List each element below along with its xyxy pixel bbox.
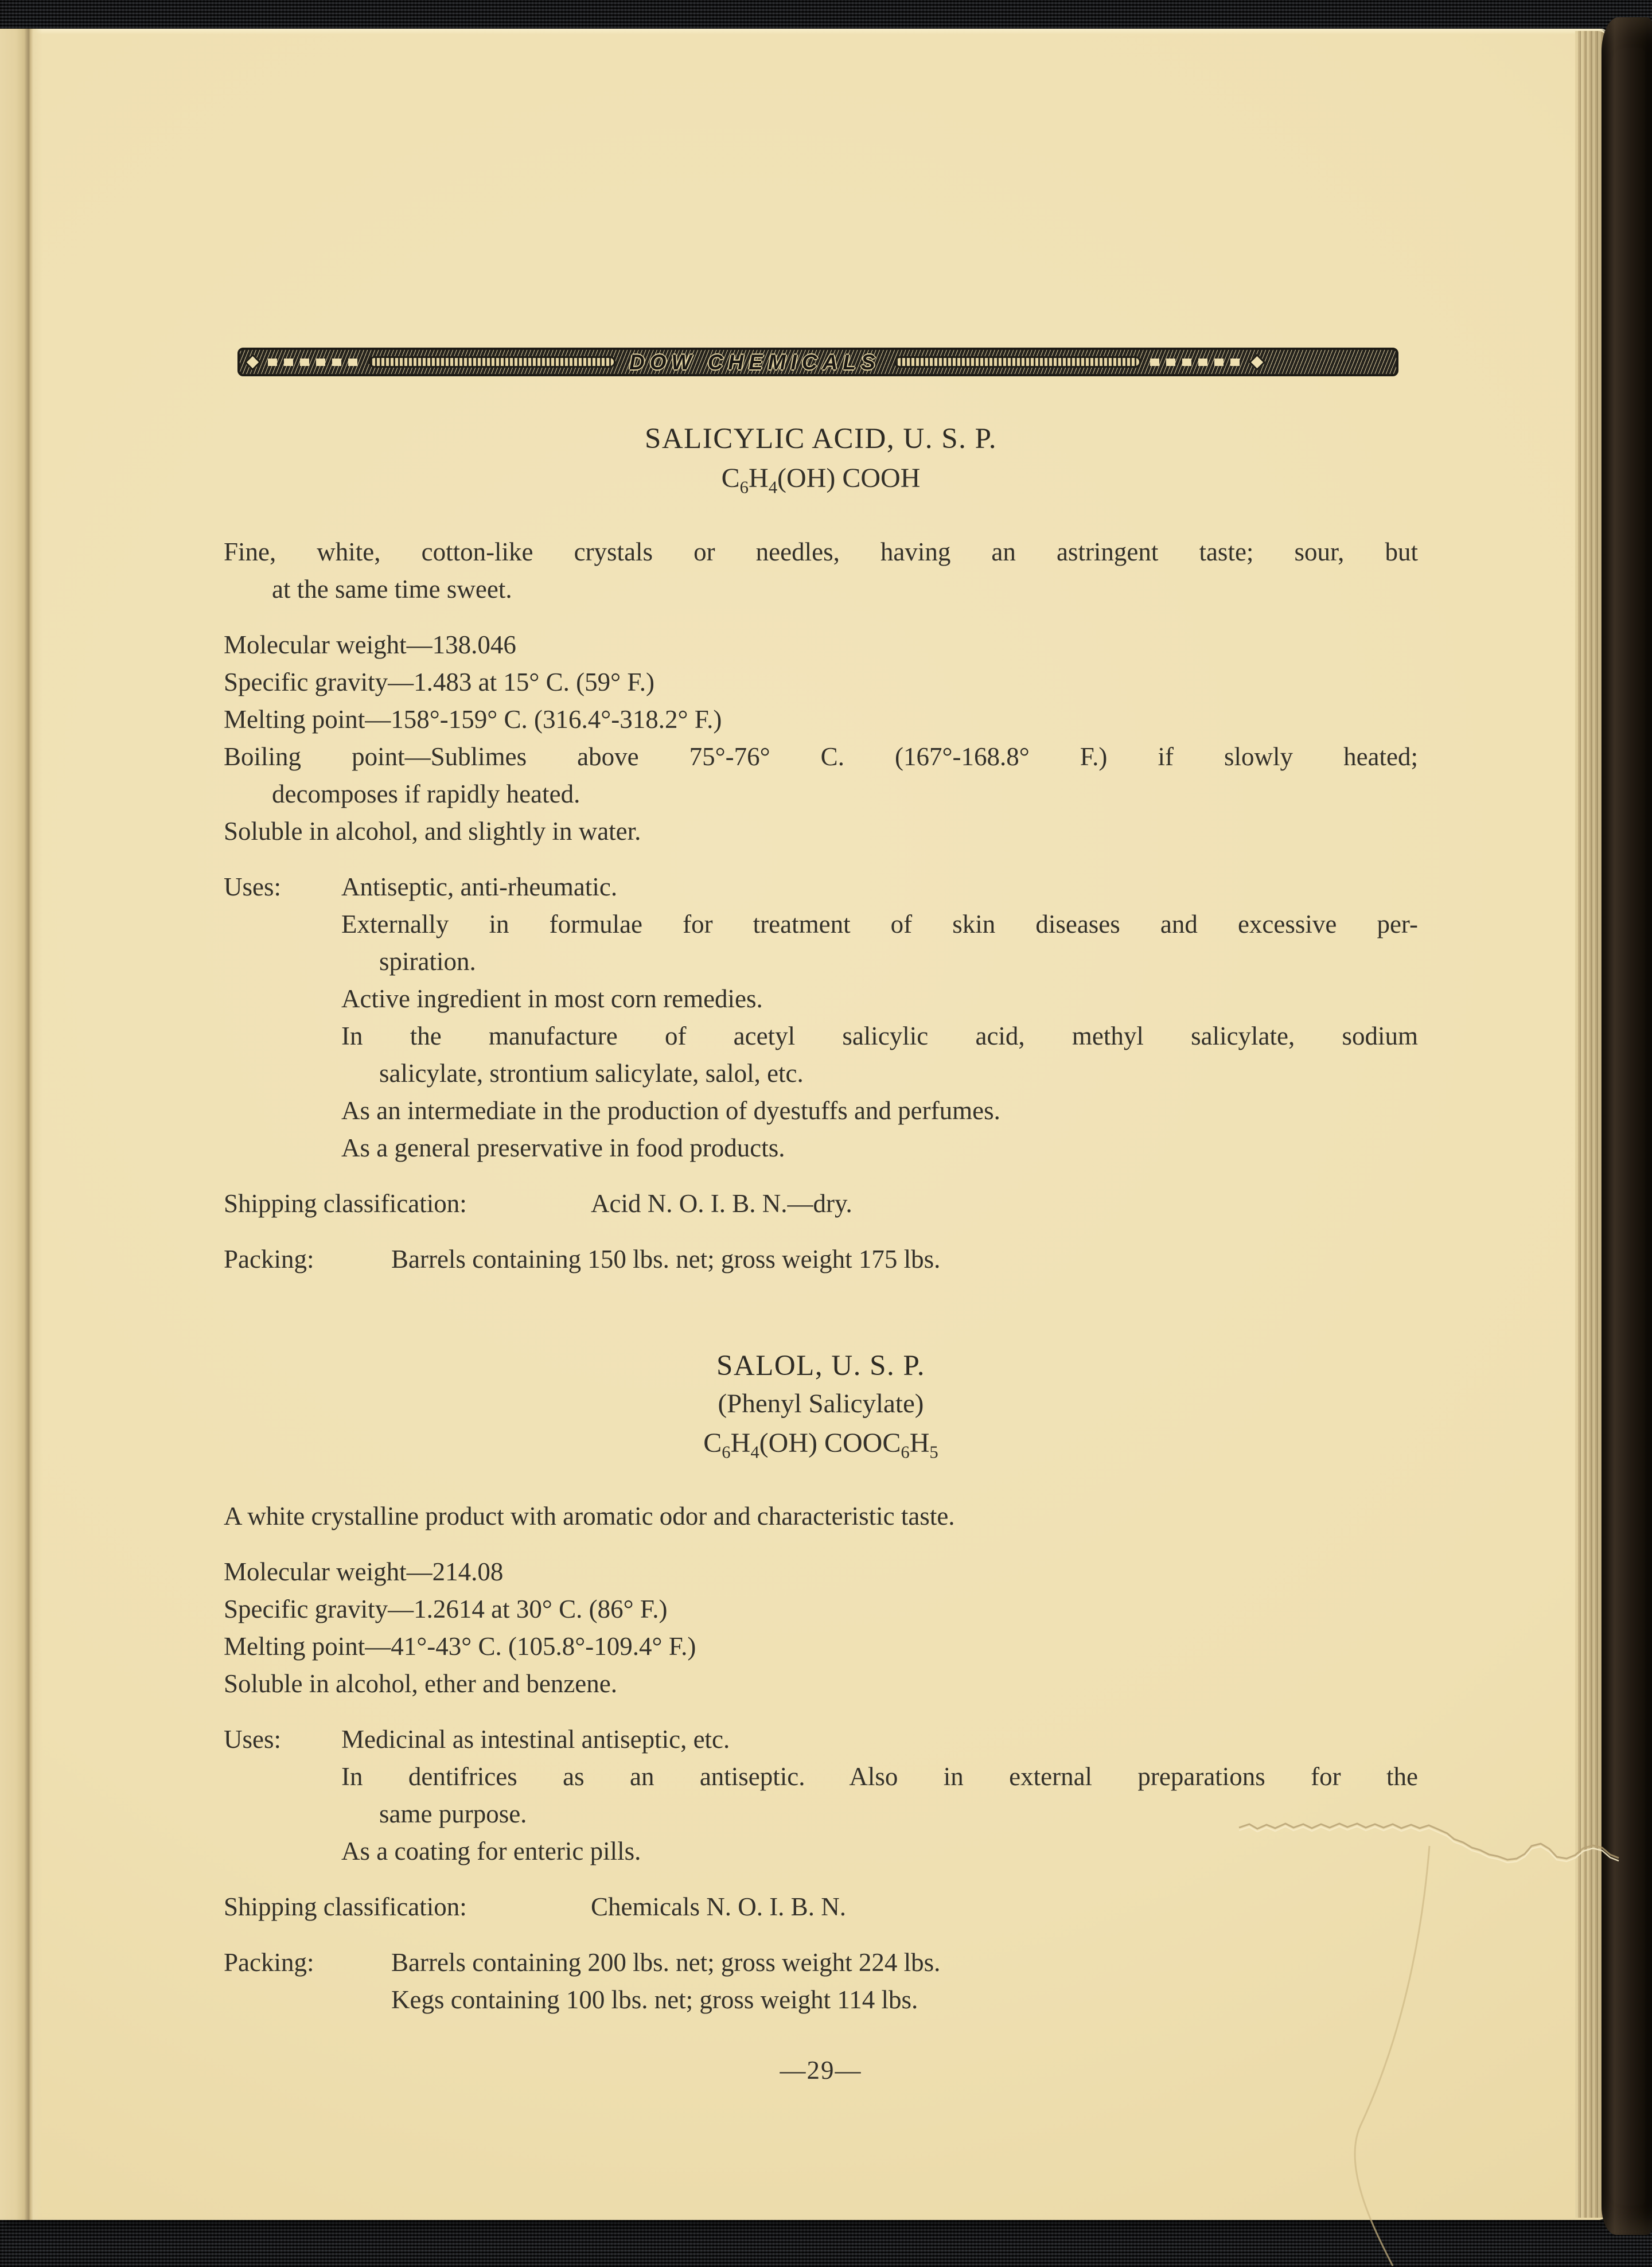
text-line: Active ingredient in most corn remedies. xyxy=(341,984,763,1013)
uses-lines xyxy=(341,868,1418,1167)
text-line: As a general preservative in food products. xyxy=(341,1133,785,1162)
text-line: A white crystalline product with aromatic odor and characteristic taste. xyxy=(224,1502,955,1531)
entry-heading xyxy=(224,1347,1418,1473)
dow-chemicals-banner xyxy=(237,348,1398,376)
text-line: Barrels containing 150 lbs. net; gross weight 175 lbs. xyxy=(391,1244,941,1273)
page-content xyxy=(224,348,1418,2089)
book-binding-leather-edge xyxy=(1602,17,1652,2235)
text-line: Boiling point—Sublimes above 75°-76° C. (167°-168.8° F.) if slowly heated; xyxy=(224,742,1418,771)
banner-diamond-left-icon xyxy=(244,353,262,371)
packing-lines xyxy=(391,1241,1418,1278)
text-line: decomposes if rapidly heated. xyxy=(272,779,580,808)
entry-packing xyxy=(224,1241,1418,1278)
banner-capsule-left xyxy=(369,356,615,368)
text-line: Kegs containing 100 lbs. net; gross weight 114 lbs. xyxy=(391,1985,918,2015)
text-line: spiration. xyxy=(379,946,476,976)
text-line: Soluble in alcohol, and slightly in water. xyxy=(224,816,641,846)
banner-label: DOW CHEMICALS xyxy=(629,350,880,374)
entry-formula: $C_6H_4(OH)$ COOH xyxy=(721,463,921,497)
entry-properties xyxy=(224,626,1418,850)
text-line: As a coating for enteric pills. xyxy=(341,1837,641,1866)
text-line: Melting point—41°-43° C. (105.8°-109.4° F.) xyxy=(224,1632,696,1661)
chemical-entry xyxy=(224,420,1418,1278)
banner-dashes-right xyxy=(1150,359,1242,366)
page-left-curl-edge xyxy=(0,29,42,2220)
text-line: Soluble in alcohol, ether and benzene. xyxy=(224,1669,618,1699)
entry-subtitle: (Phenyl Salicylate) xyxy=(718,1388,924,1419)
shipping-label: Shipping classification: xyxy=(224,1892,467,1922)
entry-packing xyxy=(224,1944,1418,2019)
banner-dashes-left xyxy=(268,359,360,366)
text-line: salicylate, strontium salicylate, salol, etc. xyxy=(379,1058,804,1088)
entry-uses xyxy=(224,1721,1418,1870)
text-line: at the same time sweet. xyxy=(272,574,512,603)
entry-properties xyxy=(224,1553,1418,1703)
page-number: —29— xyxy=(780,2056,862,2085)
entry-description xyxy=(224,533,1418,608)
shipping-value: Acid N. O. I. B. N.—dry. xyxy=(591,1189,852,1218)
text-line: As an intermediate in the production of dyestuffs and perfumes. xyxy=(341,1096,1000,1125)
entry-description xyxy=(224,1498,1418,1535)
text-line: Externally in formulae for treatment of skin diseases and excessive per- xyxy=(341,909,1418,938)
packing-label: Packing: xyxy=(224,1948,314,1977)
shipping-value: Chemicals N. O. I. B. N. xyxy=(591,1892,846,1922)
text-line: Antiseptic, anti-rheumatic. xyxy=(341,872,618,901)
chemical-entries xyxy=(224,420,1418,2019)
text-line: Fine, white, cotton-like crystals or needles, having an astringent taste; sour, but xyxy=(224,537,1418,566)
chemical-entry xyxy=(224,1347,1418,2019)
entry-shipping xyxy=(224,1185,1418,1222)
text-line: Barrels containing 200 lbs. net; gross weight 224 lbs. xyxy=(391,1948,941,1977)
entry-heading xyxy=(224,420,1418,508)
text-line: In dentifrices as an antiseptic. Also in external preparations for the xyxy=(341,1762,1418,1791)
packing-label: Packing: xyxy=(224,1244,314,1273)
text-line: Specific gravity—1.483 at 15° C. (59° F.) xyxy=(224,667,655,696)
text-line: Molecular weight—214.08 xyxy=(224,1557,504,1587)
uses-label: Uses: xyxy=(224,1725,281,1754)
entry-shipping xyxy=(224,1888,1418,1926)
uses-label: Uses: xyxy=(224,872,281,901)
banner-capsule-right xyxy=(894,356,1141,368)
text-line: Specific gravity—1.2614 at 30° C. (86° F.) xyxy=(224,1595,668,1624)
text-line: Molecular weight—138.046 xyxy=(224,630,516,659)
entry-title: SALICYLIC ACID, U. S. P. xyxy=(644,423,998,455)
entry-title: SALOL, U. S. P. xyxy=(716,1349,925,1382)
text-line: Melting point—158°-159° C. (316.4°-318.2° F.) xyxy=(224,704,722,734)
entry-uses xyxy=(224,868,1418,1167)
packing-lines xyxy=(391,1944,1418,2019)
book-page xyxy=(0,29,1607,2220)
banner-diamond-right-icon xyxy=(1248,353,1265,371)
text-line: Medicinal as intestinal antiseptic, etc. xyxy=(341,1725,730,1754)
text-line: same purpose. xyxy=(379,1799,527,1829)
shipping-label: Shipping classification: xyxy=(224,1189,467,1218)
entry-formula: $C_6H_4(OH)$ $COOC_6H_5$ xyxy=(703,1427,938,1462)
text-line: In the manufacture of acetyl salicylic acid, methyl salicylate, sodium xyxy=(341,1021,1418,1050)
uses-lines xyxy=(341,1721,1418,1870)
